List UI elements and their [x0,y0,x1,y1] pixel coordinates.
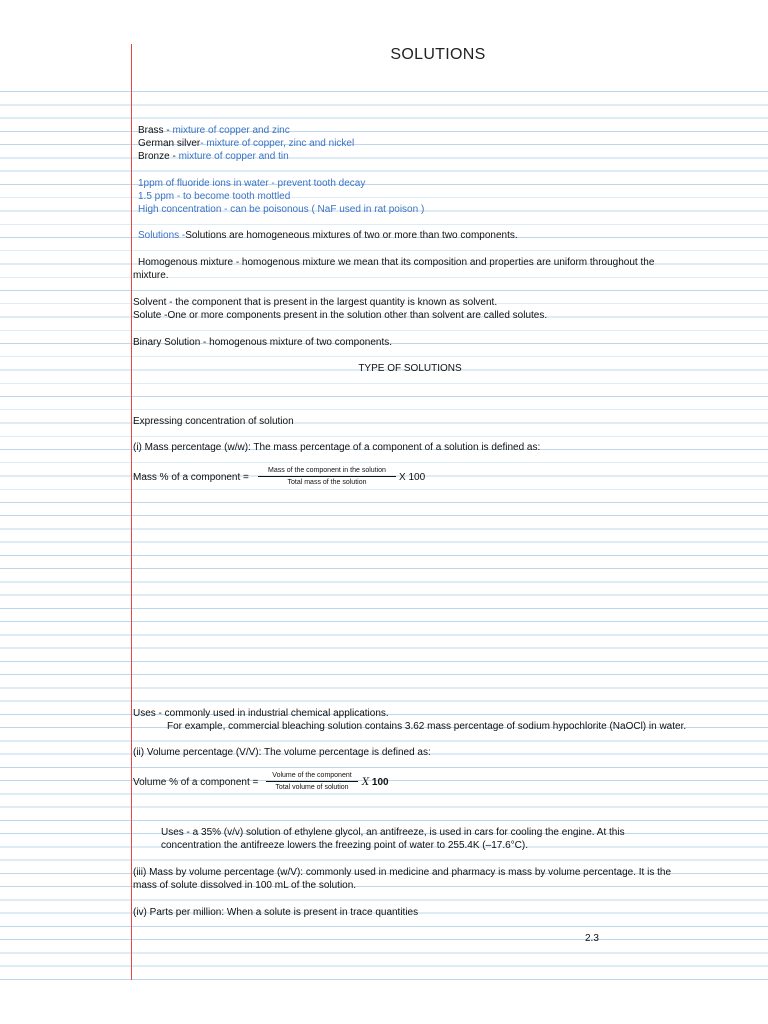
solute-definition: Solute -One or more components present in the solution other than solvent are called solutes. [133,310,548,321]
mass-formula-lhs: Mass % of a component = [133,472,249,483]
mass-by-volume-line-1: (iii) Mass by volume percentage (w/V): commonly used in medicine and pharmacy is mass by volume percentage. It is the [133,867,672,878]
mass-by-volume-line-2: mass of solute dissolved in 100 mL of the solution. [133,880,357,891]
page-title: SOLUTIONS [390,46,486,63]
volume-formula-lhs: Volume % of a component = [133,777,259,788]
alloy-bronze [138,150,289,163]
homogenous-line-2: mixture. [133,270,169,281]
mass-denominator: Total mass of the solution [287,479,367,486]
bottom-margin [0,985,768,1024]
top-margin [0,0,768,79]
alloy-desc: mixture of copper and tin [178,151,289,162]
alloy-desc: mixture of copper and zinc [172,125,290,136]
uses-antifreeze-line-2: concentration the antifreeze lowers the freezing point of water to 255.4K (–17.6°C). [161,840,528,851]
alloy-name: Bronze - [138,151,179,162]
expressing-heading: Expressing concentration of solution [133,416,294,427]
parts-per-million: (iv) Parts per million: When a solute is present in trace quantities [133,907,419,918]
volume-numerator: Volume of the component [266,771,358,782]
types-heading: TYPE OF SOLUTIONS [358,363,462,374]
alloy-desc: - mixture of copper, zinc and nickel [200,138,355,149]
times-symbol: X [362,777,370,788]
alloy-german-silver [138,137,354,150]
volume-formula-rhs [362,776,389,789]
volume-formula-fraction [266,771,358,792]
homogenous-line-1: Homogenous mixture - homogenous mixture we mean that its composition and properties are uniform throughout the [138,257,655,268]
uses-bleaching-example: For example, commercial bleaching solution contains 3.62 mass percentage of sodium hypochlorite (NaOCl) in water. [167,721,687,732]
mass-formula-rhs: X 100 [399,472,426,483]
binary-solution: Binary Solution - homogenous mixture of two components. [133,337,393,348]
uses-antifreeze-line-1: Uses - a 35% (v/v) solution of ethylene glycol, an antifreeze, is used in cars for cooling the engine. At this [161,827,625,838]
mass-percentage-heading: (i) Mass percentage (w/w): The mass percentage of a component of a solution is defined as: [133,442,541,453]
red-margin-line [131,44,132,980]
solutions-term: Solutions - [138,230,186,241]
page-number: 2.3 [585,933,599,944]
alloy-name: Brass - [138,125,173,136]
mass-numerator: Mass of the component in the solution [258,466,396,477]
solutions-text: Solutions are homogeneous mixtures of two or more than two components. [185,230,518,241]
uses-industrial: Uses - commonly used in industrial chemical applications. [133,708,389,719]
hundred-value: 100 [371,777,389,788]
mass-formula-fraction [258,466,396,487]
fluoride-line-3: High concentration - can be poisonous ( NaF used in rat poison ) [138,204,425,215]
fluoride-line-1: 1ppm of fluoride ions in water - prevent tooth decay [138,178,366,189]
solvent-definition: Solvent - the component that is present in the largest quantity is known as solvent. [133,297,498,308]
alloy-name: German silver [138,138,201,149]
volume-denominator: Total volume of solution [275,784,349,791]
solutions-definition [138,229,518,242]
alloy-brass [138,124,290,137]
fluoride-line-2: 1.5 ppm - to become tooth mottled [138,191,291,202]
volume-percentage-heading: (ii) Volume percentage (V/V): The volume percentage is defined as: [133,747,431,758]
